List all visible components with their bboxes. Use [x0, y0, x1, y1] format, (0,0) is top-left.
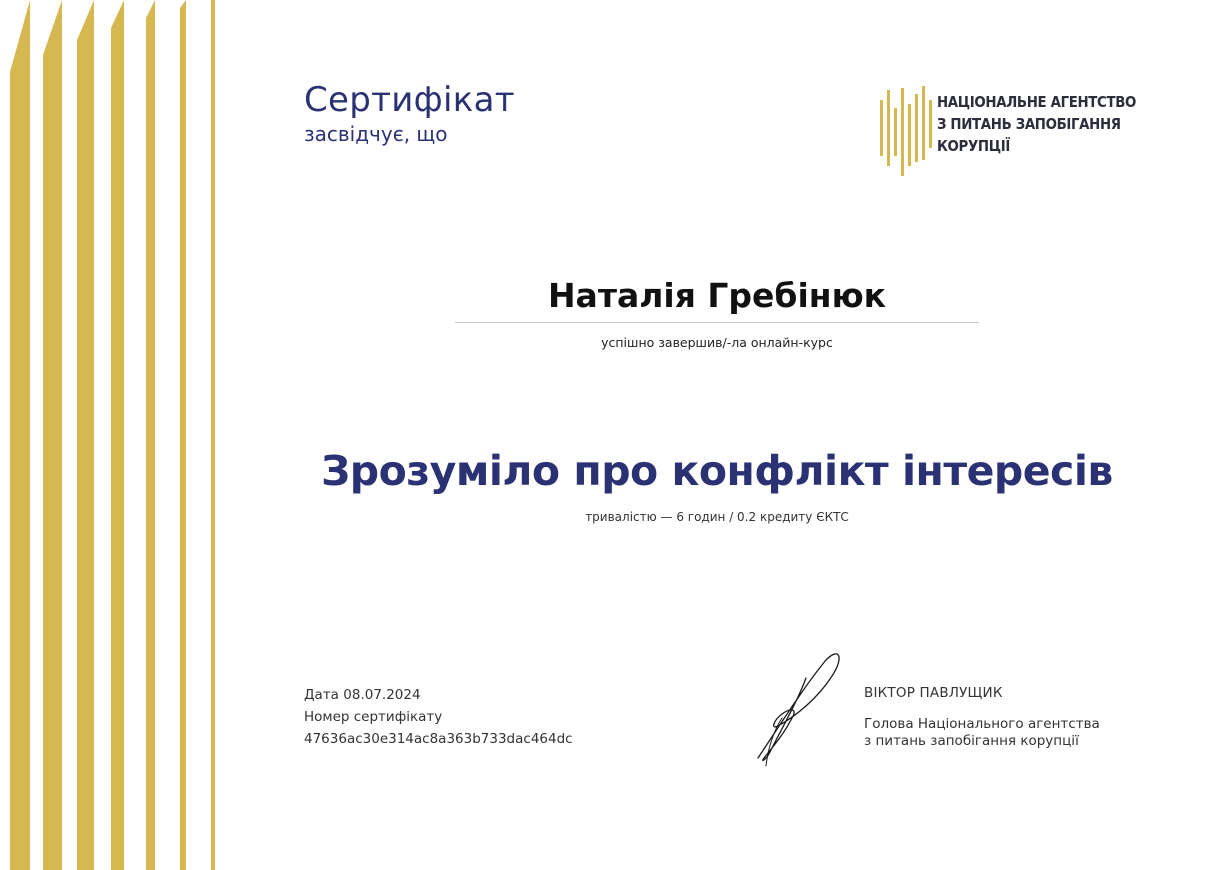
recipient-underline — [455, 322, 979, 323]
certificate-number-label: Номер сертифікату — [304, 709, 443, 725]
signer-title-line: Голова Національного агентства — [864, 716, 1100, 732]
course-duration: тривалістю — 6 годин / 0.2 кредиту ЄКТС — [585, 510, 849, 524]
agency-block — [878, 86, 1177, 178]
agency-name — [937, 91, 1143, 157]
certificate-details — [304, 684, 573, 750]
certificate-subtitle: засвідчує, що — [304, 122, 448, 147]
date-label: Дата — [304, 687, 339, 703]
certificate-header — [304, 82, 515, 146]
signature-image — [748, 648, 848, 768]
agency-name-line: КОРУПЦІЇ — [937, 137, 1010, 155]
recipient-name: Наталія Гребінюк — [547, 276, 887, 315]
gold-bars-logo-icon — [878, 86, 934, 178]
signer-title — [864, 716, 1164, 750]
date-value: 08.07.2024 — [343, 687, 421, 703]
agency-name-line: З ПИТАНЬ ЗАПОБІГАННЯ — [937, 115, 1121, 133]
decorative-gold-stripes — [0, 0, 230, 870]
agency-name-line: НАЦІОНАЛЬНЕ АГЕНТСТВО — [937, 93, 1137, 111]
date-row — [304, 684, 573, 706]
signer-name: ВІКТОР ПАВЛУЩИК — [864, 685, 1003, 701]
certificate-number-value: 47636ac30e314ac8a363b733dac464dc — [304, 731, 573, 747]
signer-title-line: з питань запобігання корупції — [864, 733, 1079, 749]
signer-block — [864, 685, 1164, 750]
certificate-title: Сертифікат — [304, 80, 515, 120]
completion-text: успішно завершив/-ла онлайн-курс — [601, 335, 833, 350]
course-title: Зрозуміло про конфлікт інтересів — [321, 447, 1113, 495]
